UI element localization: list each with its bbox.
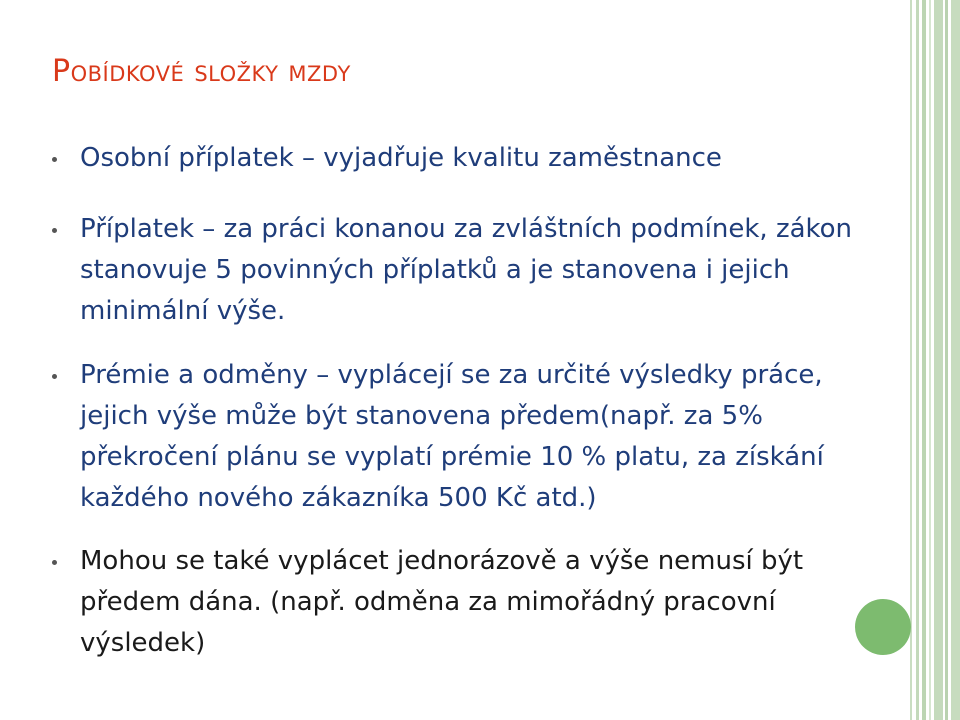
bullet-text: Příplatek – za práci konanou za zvláštních podmínek, zákon stanovuje 5 povinných příplatků a je stanovena i jejich minimální výše. <box>80 214 853 326</box>
stripe <box>916 0 919 720</box>
stripe <box>945 0 948 720</box>
slide-title: Pobídkové složky mzdy <box>52 54 351 89</box>
bullet-icon <box>52 560 57 565</box>
bullet-text: Prémie a odměny – vyplácejí se za určité výsledky práce, jejich výše může být stanovena předem(např. za 5% překročení plánu se vyplatí prémie 10 % platu, za získání každého nového zákazníka 500 Kč atd.) <box>80 360 824 513</box>
bullet-item <box>52 355 887 519</box>
bullet-icon <box>52 157 57 162</box>
decorative-stripes <box>908 0 960 720</box>
bullet-text: Mohou se také vyplácet jednorázově a výše nemusí být předem dána. (např. odměna za mimořádný pracovní výsledek) <box>80 546 804 658</box>
bullet-icon <box>52 228 57 233</box>
stripe <box>929 0 931 720</box>
stripe <box>910 0 912 720</box>
stripe <box>922 0 926 720</box>
bullet-icon <box>52 374 57 379</box>
stripe <box>934 0 943 720</box>
bullet-item <box>52 138 887 179</box>
stripe <box>951 0 960 720</box>
bullet-item <box>52 541 887 664</box>
bullet-text: Osobní příplatek – vyjadřuje kvalitu zaměstnance <box>80 143 722 173</box>
bullet-item <box>52 209 887 332</box>
